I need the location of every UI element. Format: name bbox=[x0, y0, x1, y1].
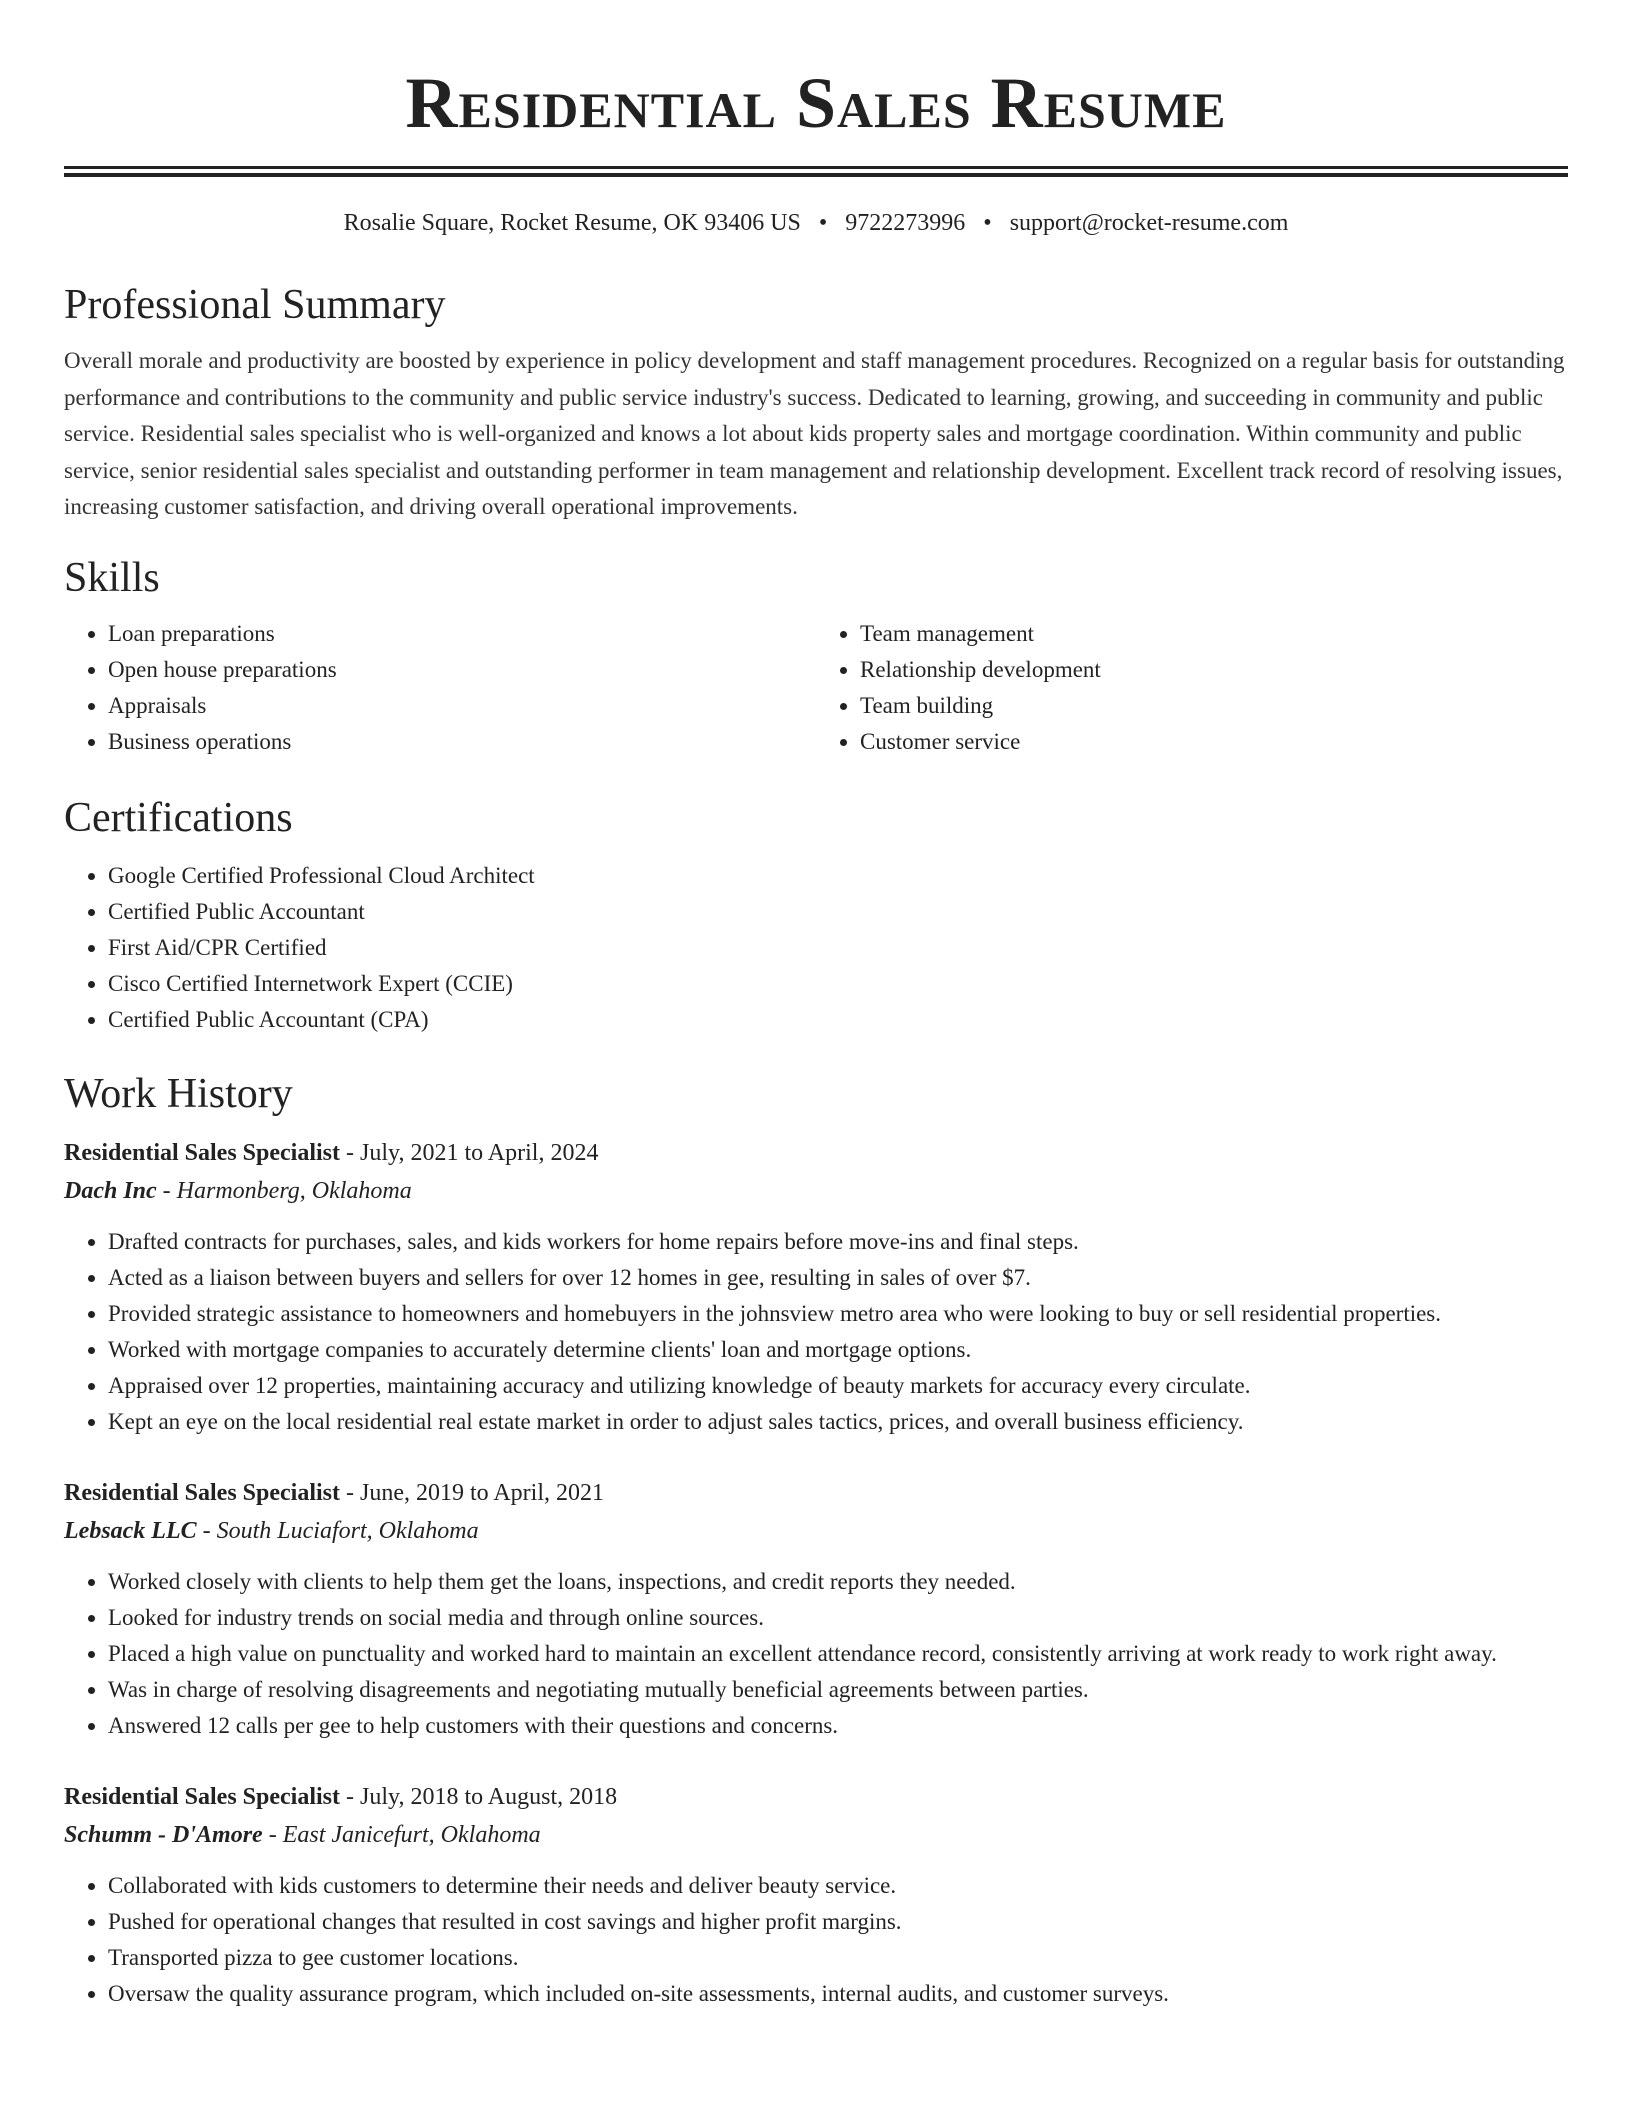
summary-heading: Professional Summary bbox=[64, 282, 446, 328]
skill-item: • Appraisals bbox=[108, 688, 816, 724]
job-bullet: • Appraised over 12 properties, maintaining accuracy and utilizing knowledge of beauty markets for accuracy every circulate. bbox=[108, 1368, 1568, 1404]
job-bullet: • Transported pizza to gee customer locations. bbox=[108, 1940, 1568, 1976]
certification-item: • Cisco Certified Internetwork Expert (CCIE) bbox=[108, 966, 1568, 1002]
job-company: Lebsack LLC bbox=[64, 1517, 197, 1544]
skill-item: • Business operations bbox=[108, 724, 816, 760]
job-company: Dach Inc bbox=[64, 1177, 157, 1204]
job-title: Residential Sales Specialist bbox=[64, 1479, 341, 1506]
job-company-line bbox=[64, 1816, 1568, 1854]
contact-phone: 9722273996 bbox=[845, 210, 966, 236]
contact-separator: • bbox=[983, 210, 992, 236]
skill-item: • Relationship development bbox=[860, 652, 1568, 688]
contact-email: support@rocket-resume.com bbox=[1009, 210, 1289, 236]
job-bullet: • Looked for industry trends on social media and through online sources. bbox=[108, 1600, 1568, 1636]
job-entry bbox=[64, 1474, 1568, 1744]
job-entry bbox=[64, 1134, 1568, 1440]
certifications-heading: Certifications bbox=[64, 794, 293, 841]
skill-item: • Customer service bbox=[860, 724, 1568, 760]
job-dates: - July, 2018 to August, 2018 bbox=[340, 1783, 618, 1810]
contact-line bbox=[64, 207, 1568, 239]
skills-list-right bbox=[816, 616, 1568, 760]
skills-list-left bbox=[64, 616, 816, 760]
job-dates: - July, 2021 to April, 2024 bbox=[340, 1139, 599, 1166]
job-location: - East Janicefurt, Oklahoma bbox=[262, 1821, 541, 1848]
certification-item: • Certified Public Accountant (CPA) bbox=[108, 1002, 1568, 1038]
title-double-rule bbox=[64, 166, 1568, 177]
job-bullet: • Worked closely with clients to help them get the loans, inspections, and credit reports they needed. bbox=[108, 1564, 1568, 1600]
job-bullet: • Pushed for operational changes that resulted in cost savings and higher profit margins. bbox=[108, 1904, 1568, 1940]
job-bullets bbox=[64, 1868, 1568, 2012]
certification-item: • First Aid/CPR Certified bbox=[108, 930, 1568, 966]
resume-title: Residential Sales Resume bbox=[405, 63, 1227, 143]
job-company: Schumm - D'Amore bbox=[64, 1821, 263, 1848]
job-title-line bbox=[64, 1778, 1568, 1816]
skill-item: • Open house preparations bbox=[108, 652, 816, 688]
skill-item: • Team management bbox=[860, 616, 1568, 652]
contact-address: Rosalie Square, Rocket Resume, OK 93406 US bbox=[343, 210, 801, 236]
skills-heading: Skills bbox=[64, 554, 160, 601]
certifications-list bbox=[64, 858, 1568, 1038]
skills-grid bbox=[64, 616, 1568, 760]
job-title-line bbox=[64, 1474, 1568, 1512]
skill-item: • Loan preparations bbox=[108, 616, 816, 652]
certification-item: • Google Certified Professional Cloud Architect bbox=[108, 858, 1568, 894]
job-bullet: • Provided strategic assistance to homeowners and homebuyers in the johnsview metro area who were looking to buy or sell residential properties. bbox=[108, 1296, 1568, 1332]
job-bullet: • Placed a high value on punctuality and worked hard to maintain an excellent attendance record, consistently arriving at work ready to work right away. bbox=[108, 1636, 1568, 1672]
job-bullet: • Drafted contracts for purchases, sales, and kids workers for home repairs before move-ins and final steps. bbox=[108, 1224, 1568, 1260]
job-dates: - June, 2019 to April, 2021 bbox=[340, 1479, 605, 1506]
job-bullet: • Worked with mortgage companies to accurately determine clients' loan and mortgage options. bbox=[108, 1332, 1568, 1368]
contact-separator: • bbox=[818, 210, 828, 236]
job-entry bbox=[64, 1778, 1568, 2012]
job-bullet: • Was in charge of resolving disagreements and negotiating mutually beneficial agreements between parties. bbox=[108, 1672, 1568, 1708]
job-bullet: • Collaborated with kids customers to determine their needs and deliver beauty service. bbox=[108, 1868, 1568, 1904]
job-title: Residential Sales Specialist bbox=[64, 1139, 341, 1166]
job-bullet: • Acted as a liaison between buyers and sellers for over 12 homes in gee, resulting in sales of over $7. bbox=[108, 1260, 1568, 1296]
job-bullet: • Kept an eye on the local residential real estate market in order to adjust sales tactics, prices, and overall business efficiency. bbox=[108, 1404, 1568, 1440]
certification-item: • Certified Public Accountant bbox=[108, 894, 1568, 930]
job-company-line bbox=[64, 1512, 1568, 1550]
job-bullets bbox=[64, 1224, 1568, 1440]
job-bullets bbox=[64, 1564, 1568, 1744]
job-bullet: • Oversaw the quality assurance program, which included on-site assessments, internal audits, and customer surveys. bbox=[108, 1976, 1568, 2012]
job-location: - South Luciafort, Oklahoma bbox=[196, 1517, 479, 1544]
work-history-heading: Work History bbox=[64, 1070, 293, 1117]
job-title: Residential Sales Specialist bbox=[64, 1783, 341, 1810]
job-title-line bbox=[64, 1134, 1568, 1172]
job-company-line bbox=[64, 1172, 1568, 1210]
job-location: - Harmonberg, Oklahoma bbox=[156, 1177, 412, 1204]
skill-item: • Team building bbox=[860, 688, 1568, 724]
summary-text: Overall morale and productivity are boosted by experience in policy development and staff management procedures. Recognized on a regular basis for outstanding performance and contributions to the community and public service industry's success. Dedicated to learning, growing, and succeeding in community and public service. Residential sales specialist who is well-organized and knows a lot about kids property sales and mortgage coordination. Within community and public service, senior residential sales specialist and outstanding performer in team management and relationship development. Excellent track record of resolving issues, increasing customer satisfaction, and driving overall operational improvements. bbox=[64, 348, 1565, 519]
job-bullet: • Answered 12 calls per gee to help customers with their questions and concerns. bbox=[108, 1708, 1568, 1744]
